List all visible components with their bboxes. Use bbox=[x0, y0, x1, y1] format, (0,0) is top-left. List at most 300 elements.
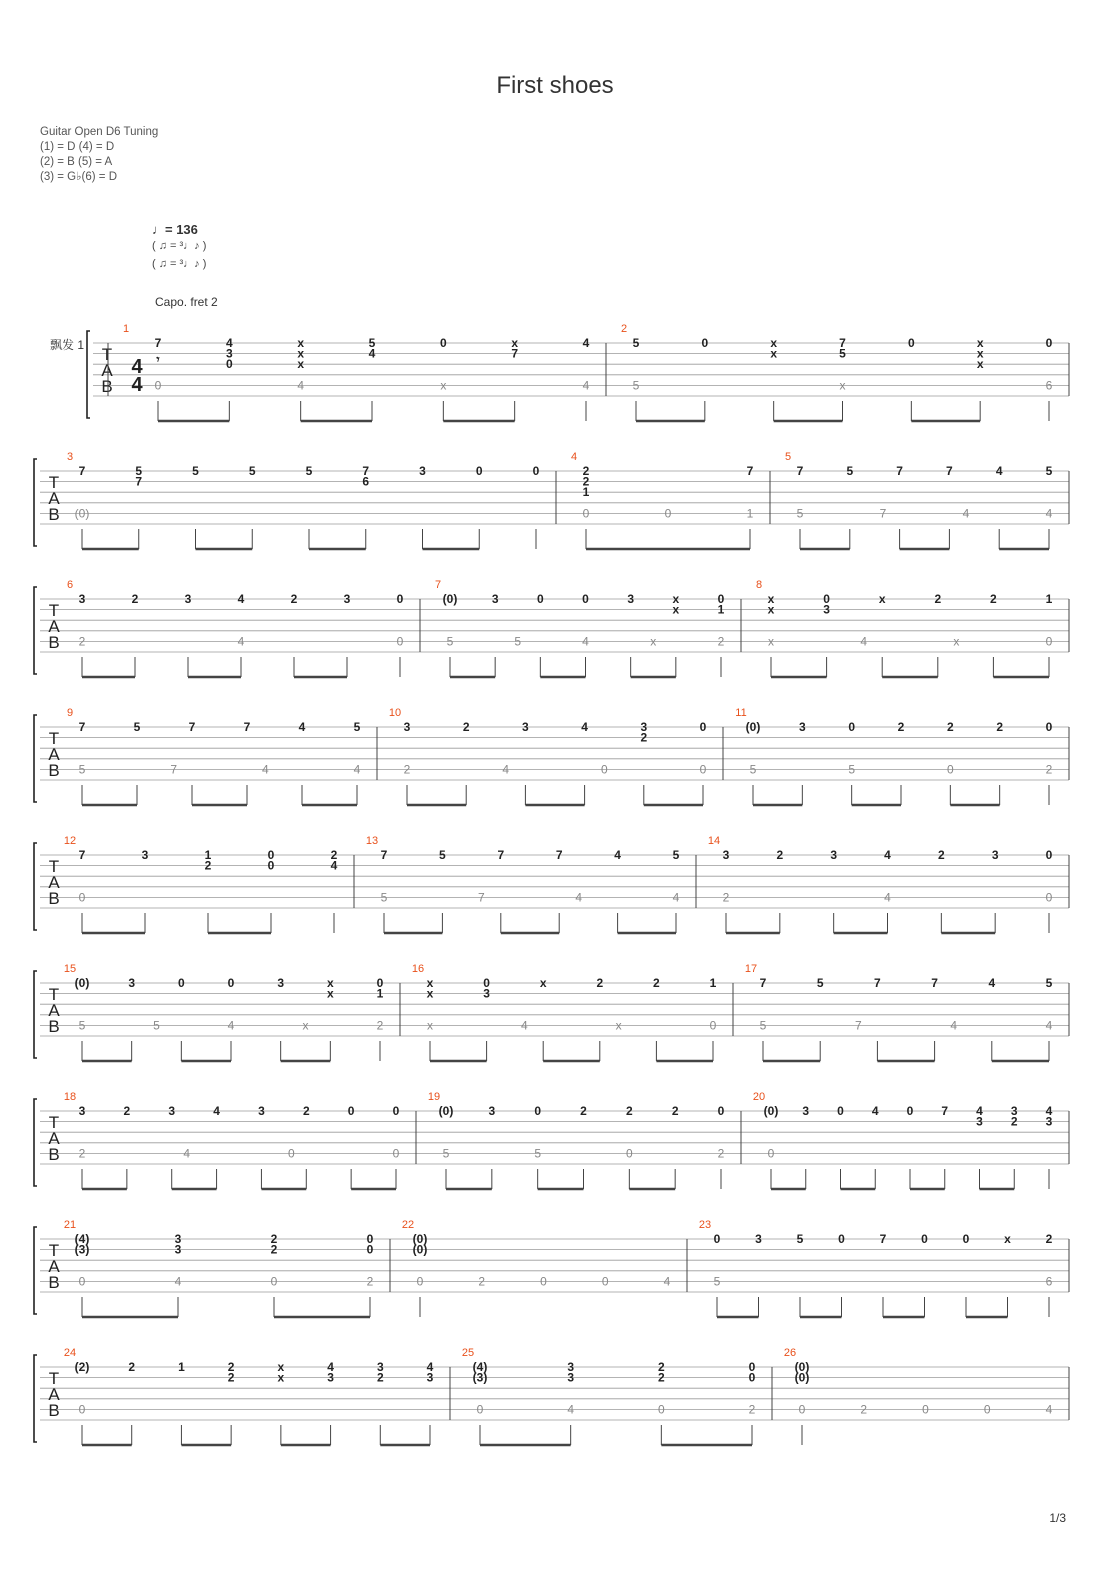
fret-number: 2 bbox=[657, 1360, 665, 1374]
bass-fret-number: 4 bbox=[237, 634, 245, 649]
fret-number: 0 bbox=[748, 1370, 756, 1385]
fret-number: 5 bbox=[839, 346, 846, 361]
fret-number: 2 bbox=[640, 730, 648, 745]
fret-number: 0 bbox=[701, 336, 709, 350]
bass-fret-number: 0 bbox=[78, 1274, 86, 1289]
fret-number: 2 bbox=[227, 1360, 235, 1374]
tab-clef-letter: A bbox=[48, 1257, 60, 1276]
track-name: 飘发 1 bbox=[50, 338, 85, 352]
bass-fret-number: 0 bbox=[664, 506, 672, 521]
measure-number: 14 bbox=[707, 835, 721, 847]
measure-number: 21 bbox=[63, 1219, 77, 1231]
fret-number: 5 bbox=[135, 464, 143, 478]
bass-fret-number: 4 bbox=[582, 634, 589, 649]
fret-number: 2 bbox=[123, 1104, 131, 1118]
measure-number: 8 bbox=[755, 579, 763, 591]
fret-number: 5 bbox=[672, 848, 680, 862]
fret-number: (0) bbox=[412, 1242, 428, 1257]
fret-number: (2) bbox=[74, 1360, 90, 1374]
measure-number: 18 bbox=[63, 1091, 77, 1103]
fret-number: 3 bbox=[1045, 1114, 1053, 1129]
fret-number: 7 bbox=[188, 720, 196, 734]
bass-fret-number: 0 bbox=[476, 1402, 484, 1417]
measure-number: 24 bbox=[63, 1347, 77, 1359]
fret-number: 0 bbox=[376, 976, 384, 990]
fret-number: 3 bbox=[343, 592, 351, 606]
fret-number: (0) bbox=[74, 976, 90, 990]
fret-number: x bbox=[297, 346, 305, 361]
bass-fret-number: 2 bbox=[403, 762, 411, 777]
fret-number: 2 bbox=[625, 1104, 633, 1118]
fret-number: 3 bbox=[78, 592, 86, 606]
bass-fret-number: 2 bbox=[376, 1018, 384, 1033]
bass-fret-number: 5 bbox=[534, 1146, 542, 1161]
system-bracket bbox=[34, 715, 37, 802]
bass-fret-number: 0 bbox=[1045, 890, 1053, 905]
bass-fret-number: 4 bbox=[860, 634, 868, 649]
fret-number: 0 bbox=[267, 848, 275, 862]
tab-clef-letter: T bbox=[48, 857, 60, 876]
fret-number: 3 bbox=[802, 1104, 810, 1118]
fret-number: 4 bbox=[581, 720, 588, 734]
time-signature-top: 4 bbox=[131, 356, 143, 378]
fret-number: 5 bbox=[1045, 464, 1053, 478]
fret-number: 1 bbox=[376, 986, 384, 1001]
bass-fret-number: x bbox=[427, 1018, 433, 1033]
measure-number: 23 bbox=[698, 1219, 712, 1231]
fret-number: 2 bbox=[897, 720, 905, 734]
fret-number: 3 bbox=[755, 1232, 762, 1246]
fret-number: 1 bbox=[582, 485, 590, 500]
fret-number: 2 bbox=[376, 1370, 384, 1385]
fret-number: 2 bbox=[990, 592, 997, 606]
fret-number: 5 bbox=[353, 720, 361, 734]
time-signature-bottom: 4 bbox=[131, 374, 143, 396]
fret-number: x bbox=[976, 346, 984, 361]
fret-number: 3 bbox=[174, 1232, 182, 1246]
fret-number: 0 bbox=[907, 336, 915, 350]
fret-number: 7 bbox=[154, 336, 162, 350]
fret-number: 3 bbox=[830, 848, 838, 862]
fret-number: 1 bbox=[717, 602, 725, 617]
fret-number: 4 bbox=[426, 1360, 434, 1374]
bass-fret-number: 5 bbox=[749, 762, 757, 777]
fret-number: x bbox=[767, 602, 775, 617]
measure-number: 20 bbox=[752, 1091, 766, 1103]
fret-number: 2 bbox=[580, 1104, 587, 1118]
bass-fret-number: 2 bbox=[717, 1146, 725, 1161]
fret-number: 5 bbox=[846, 464, 854, 478]
bass-fret-number: x bbox=[440, 378, 447, 393]
fret-number: 0 bbox=[366, 1242, 374, 1257]
fret-number: 4 bbox=[298, 720, 306, 734]
fret-number: 3 bbox=[491, 592, 499, 606]
fret-number: 2 bbox=[1045, 1232, 1053, 1246]
fret-number: (0) bbox=[745, 720, 761, 734]
fret-number: 3 bbox=[376, 1360, 384, 1374]
fret-number: (0) bbox=[794, 1360, 810, 1374]
measure-number: 7 bbox=[434, 579, 442, 591]
bass-fret-number: 4 bbox=[353, 762, 361, 777]
fret-number: 3 bbox=[1010, 1104, 1018, 1118]
bass-fret-number: 4 bbox=[884, 890, 891, 905]
tab-clef-letter: B bbox=[101, 377, 113, 396]
tab-clef-letter: T bbox=[48, 985, 60, 1004]
bass-fret-number: 0 bbox=[709, 1018, 717, 1033]
tab-clef-letter: B bbox=[48, 505, 60, 524]
bass-fret-number: 4 bbox=[950, 1018, 958, 1033]
fret-number: 1 bbox=[709, 976, 717, 990]
fret-number: (0) bbox=[763, 1104, 779, 1118]
bass-fret-number: 4 bbox=[520, 1018, 528, 1033]
fret-number: (3) bbox=[472, 1370, 488, 1385]
system-bracket bbox=[34, 971, 37, 1058]
fret-number: x bbox=[976, 336, 984, 350]
tab-clef-letter: B bbox=[48, 889, 60, 908]
fret-number: 2 bbox=[302, 1104, 310, 1118]
tempo-value: = 136 bbox=[165, 222, 198, 237]
score-title: First shoes bbox=[496, 72, 614, 99]
fret-number: (4) bbox=[472, 1360, 488, 1374]
fret-number: 0 bbox=[347, 1104, 355, 1118]
fret-number: 5 bbox=[248, 464, 256, 478]
fret-number: 3 bbox=[823, 602, 830, 617]
fret-number: 4 bbox=[1045, 1104, 1053, 1118]
fret-number: 0 bbox=[838, 1232, 845, 1246]
fret-number: 7 bbox=[896, 464, 903, 478]
fret-number: x bbox=[770, 346, 778, 361]
fret-number: 0 bbox=[225, 357, 233, 372]
fret-number: 0 bbox=[837, 1104, 844, 1118]
fret-number: 0 bbox=[439, 336, 447, 350]
fret-number: 7 bbox=[380, 848, 388, 862]
fret-number: 7 bbox=[78, 720, 86, 734]
fret-number: 2 bbox=[946, 720, 954, 734]
fret-number: 5 bbox=[192, 464, 199, 478]
bass-fret-number: x bbox=[768, 634, 774, 649]
bass-fret-number: 0 bbox=[625, 1146, 633, 1161]
bass-fret-number: 5 bbox=[442, 1146, 450, 1161]
tab-clef-letter: A bbox=[48, 1001, 60, 1020]
fret-number: 7 bbox=[839, 336, 846, 350]
tab-clef-letter: A bbox=[48, 745, 60, 764]
fret-number: x bbox=[672, 602, 680, 617]
fret-number: 3 bbox=[419, 464, 426, 478]
measure-number: 26 bbox=[783, 1347, 797, 1359]
bass-fret-number: 4 bbox=[1045, 1018, 1053, 1033]
measure-number: 17 bbox=[744, 963, 758, 975]
fret-number: 0 bbox=[748, 1360, 756, 1374]
fret-number: 3 bbox=[168, 1104, 176, 1118]
fret-number: 1 bbox=[204, 848, 212, 862]
bass-fret-number: 6 bbox=[1045, 378, 1053, 393]
fret-number: 2 bbox=[582, 464, 590, 478]
measure-number: 25 bbox=[461, 1347, 475, 1359]
fret-number: 4 bbox=[976, 1104, 983, 1118]
bass-fret-number: 4 bbox=[582, 378, 590, 393]
fret-number: x bbox=[878, 592, 886, 606]
bass-fret-number: x bbox=[650, 634, 657, 649]
fret-number: 2 bbox=[582, 474, 590, 489]
fret-number: 2 bbox=[128, 1360, 136, 1374]
tab-clef-letter: T bbox=[48, 1369, 60, 1388]
measure-number: 6 bbox=[66, 579, 74, 591]
fret-number: (0) bbox=[794, 1370, 810, 1385]
tuning-title: Guitar Open D6 Tuning bbox=[40, 126, 159, 138]
measure-number: 15 bbox=[63, 963, 77, 975]
fret-number: 7 bbox=[555, 848, 563, 862]
fret-number: 3 bbox=[327, 1370, 334, 1385]
fret-number: 0 bbox=[483, 976, 490, 990]
fret-number: 0 bbox=[848, 720, 856, 734]
fret-number: 3 bbox=[258, 1104, 265, 1118]
fret-number: x bbox=[767, 592, 775, 606]
bass-fret-number: 4 bbox=[663, 1274, 671, 1289]
page-number: 1/3 bbox=[1049, 1511, 1066, 1525]
fret-number: 2 bbox=[290, 592, 298, 606]
bass-fret-number: 0 bbox=[287, 1146, 295, 1161]
fret-number: 0 bbox=[906, 1104, 914, 1118]
measure-number: 22 bbox=[401, 1219, 415, 1231]
fret-number: (0) bbox=[438, 1104, 454, 1118]
fret-number: 7 bbox=[78, 848, 86, 862]
bass-fret-number: x bbox=[839, 378, 846, 393]
fret-number: 4 bbox=[368, 346, 376, 361]
bass-fret-number: 1 bbox=[746, 506, 754, 521]
fret-number: x bbox=[326, 986, 334, 1001]
bass-fret-number: 0 bbox=[946, 762, 954, 777]
fret-number: 3 bbox=[567, 1360, 575, 1374]
fret-number: 3 bbox=[141, 848, 149, 862]
fret-number: x bbox=[511, 336, 519, 350]
fret-number: 4 bbox=[582, 336, 590, 350]
fret-number: 0 bbox=[717, 1104, 725, 1118]
bass-fret-number: 0 bbox=[922, 1402, 929, 1417]
swing-indication: ( ♫ = ³♩♪ ) bbox=[152, 258, 207, 270]
fret-number: 7 bbox=[362, 464, 370, 478]
fret-number: 7 bbox=[759, 976, 767, 990]
fret-number: x bbox=[277, 1370, 285, 1385]
bass-fret-number: 5 bbox=[848, 762, 856, 777]
fret-number: 7 bbox=[931, 976, 938, 990]
bass-fret-number: 2 bbox=[78, 1146, 86, 1161]
fret-number: 3 bbox=[522, 720, 529, 734]
system-bracket bbox=[34, 1355, 37, 1442]
fret-number: 6 bbox=[362, 474, 370, 489]
system-bracket bbox=[87, 331, 90, 418]
fret-number: 3 bbox=[976, 1114, 983, 1129]
bass-fret-number: 2 bbox=[722, 890, 730, 905]
fret-number: 7 bbox=[78, 464, 86, 478]
bass-fret-number: 7 bbox=[854, 1018, 862, 1033]
fret-number: 3 bbox=[640, 720, 648, 734]
fret-number: x bbox=[539, 976, 547, 990]
tab-clef-letter: A bbox=[48, 1385, 60, 1404]
fret-number: 4 bbox=[330, 858, 338, 873]
measure-number: 5 bbox=[784, 451, 792, 463]
fret-number: 0 bbox=[1045, 720, 1053, 734]
tab-clef-letter: T bbox=[48, 1113, 60, 1132]
fret-number: 4 bbox=[614, 848, 621, 862]
fret-number: x bbox=[770, 336, 778, 350]
fret-number: 2 bbox=[934, 592, 942, 606]
bass-fret-number: 2 bbox=[1045, 762, 1053, 777]
bass-fret-number: 0 bbox=[601, 1274, 609, 1289]
bass-fret-number: 2 bbox=[748, 1402, 756, 1417]
fret-number: 7 bbox=[796, 464, 804, 478]
fret-number: 0 bbox=[366, 1232, 374, 1246]
bass-fret-number: 0 bbox=[270, 1274, 278, 1289]
fret-number: 7 bbox=[946, 464, 953, 478]
fret-number: 0 bbox=[713, 1232, 721, 1246]
measure-number: 12 bbox=[63, 835, 77, 847]
bass-fret-number: 4 bbox=[261, 762, 269, 777]
bass-fret-number: 4 bbox=[672, 890, 680, 905]
fret-number: 3 bbox=[426, 1370, 434, 1385]
fret-number: (3) bbox=[74, 1242, 90, 1257]
rest-symbol: 𝄾 bbox=[156, 352, 160, 367]
bass-fret-number: 4 bbox=[1045, 1402, 1053, 1417]
bass-fret-number: 4 bbox=[567, 1402, 575, 1417]
fret-number: 0 bbox=[475, 464, 483, 478]
system-bracket bbox=[34, 1227, 37, 1314]
bass-fret-number: 0 bbox=[396, 634, 404, 649]
fret-number: 5 bbox=[439, 848, 446, 862]
bass-fret-number: 5 bbox=[380, 890, 388, 905]
fret-number: 7 bbox=[243, 720, 251, 734]
fret-number: 3 bbox=[567, 1370, 575, 1385]
measure-number: 2 bbox=[620, 323, 628, 335]
fret-number: 4 bbox=[884, 848, 891, 862]
bass-fret-number: 7 bbox=[170, 762, 178, 777]
fret-number: 7 bbox=[941, 1104, 949, 1118]
tuning-line: (1) = D (4) = D bbox=[40, 141, 115, 153]
fret-number: 0 bbox=[1045, 848, 1053, 862]
fret-number: 2 bbox=[462, 720, 470, 734]
bass-fret-number: 2 bbox=[478, 1274, 486, 1289]
fret-number: 2 bbox=[653, 976, 660, 990]
bass-fret-number: 4 bbox=[174, 1274, 182, 1289]
tab-clef-letter: T bbox=[48, 1241, 60, 1260]
fret-number: 0 bbox=[227, 976, 235, 990]
tab-clef-letter: A bbox=[48, 489, 60, 508]
bass-fret-number: 2 bbox=[366, 1274, 374, 1289]
tab-clef-letter: B bbox=[48, 1273, 60, 1292]
measure-number: 4 bbox=[570, 451, 578, 463]
fret-number: 0 bbox=[392, 1104, 400, 1118]
measure-number: 13 bbox=[365, 835, 379, 847]
tab-clef-letter: B bbox=[48, 1145, 60, 1164]
fret-number: 7 bbox=[874, 976, 881, 990]
fret-number: x bbox=[1004, 1232, 1011, 1246]
fret-number: 5 bbox=[632, 336, 640, 350]
fret-number: 2 bbox=[596, 976, 604, 990]
bass-fret-number: 5 bbox=[78, 762, 86, 777]
tab-clef-letter: B bbox=[48, 1017, 60, 1036]
tab-clef-letter: B bbox=[48, 1401, 60, 1420]
fret-number: (4) bbox=[74, 1232, 90, 1246]
fret-number: 2 bbox=[270, 1242, 278, 1257]
fret-number: 7 bbox=[511, 346, 519, 361]
bass-fret-number: 5 bbox=[796, 506, 804, 521]
bass-fret-number: 0 bbox=[540, 1274, 547, 1289]
fret-number: 5 bbox=[816, 976, 824, 990]
bass-fret-number: 4 bbox=[183, 1146, 191, 1161]
fret-number: 3 bbox=[277, 976, 285, 990]
fret-number: 0 bbox=[396, 592, 404, 606]
fret-number: 3 bbox=[78, 1104, 86, 1118]
tab-clef-letter: T bbox=[48, 601, 60, 620]
fret-number: 3 bbox=[488, 1104, 496, 1118]
fret-number: 0 bbox=[536, 592, 544, 606]
tuning-line: (3) = G♭(6) = D bbox=[40, 171, 117, 183]
fret-number: 2 bbox=[776, 848, 784, 862]
fret-number: (0) bbox=[442, 592, 458, 606]
fret-number: 2 bbox=[330, 848, 338, 862]
fret-number: x bbox=[277, 1360, 285, 1374]
fret-number: 4 bbox=[213, 1104, 220, 1118]
measure-number: 19 bbox=[427, 1091, 441, 1103]
fret-number: 7 bbox=[135, 474, 143, 489]
measure-number: 10 bbox=[388, 707, 402, 719]
fret-number: 2 bbox=[937, 848, 945, 862]
bass-fret-number: 0 bbox=[78, 1402, 86, 1417]
bass-fret-number: 5 bbox=[632, 378, 640, 393]
fret-number: 2 bbox=[996, 720, 1004, 734]
bass-fret-number: x bbox=[615, 1018, 622, 1033]
tuning-line: (2) = B (5) = A bbox=[40, 156, 113, 168]
capo-marking: Capo. fret 2 bbox=[155, 295, 218, 309]
bass-fret-number: 0 bbox=[1045, 634, 1053, 649]
fret-number: 5 bbox=[305, 464, 313, 478]
fret-number: 3 bbox=[403, 720, 411, 734]
tab-clef-letter: A bbox=[48, 1129, 60, 1148]
bass-fret-number: 5 bbox=[514, 634, 522, 649]
tab-clef-letter: A bbox=[48, 617, 60, 636]
fret-number: 3 bbox=[627, 592, 635, 606]
fret-number: 3 bbox=[483, 986, 490, 1001]
bass-fret-number: x bbox=[302, 1018, 309, 1033]
fret-number: 1 bbox=[1045, 592, 1053, 606]
bass-fret-number: (0) bbox=[74, 506, 90, 521]
bass-fret-number: 0 bbox=[983, 1402, 991, 1417]
bass-fret-number: 7 bbox=[879, 506, 887, 521]
fret-number: x bbox=[297, 336, 305, 350]
bass-fret-number: 2 bbox=[717, 634, 725, 649]
fret-number: 0 bbox=[823, 592, 830, 606]
fret-number: 0 bbox=[699, 720, 707, 734]
fret-number: 0 bbox=[532, 464, 540, 478]
fret-number: 2 bbox=[657, 1370, 665, 1385]
system-bracket bbox=[34, 843, 37, 930]
bass-fret-number: 4 bbox=[502, 762, 510, 777]
fret-number: 2 bbox=[270, 1232, 278, 1246]
bass-fret-number: 0 bbox=[767, 1146, 775, 1161]
bass-fret-number: 6 bbox=[1045, 1274, 1053, 1289]
fret-number: 2 bbox=[671, 1104, 679, 1118]
fret-number: 4 bbox=[237, 592, 245, 606]
measure-number: 11 bbox=[735, 707, 747, 719]
fret-number: 3 bbox=[991, 848, 999, 862]
bass-fret-number: 4 bbox=[962, 506, 970, 521]
fret-number: 0 bbox=[962, 1232, 970, 1246]
bass-fret-number: 5 bbox=[759, 1018, 767, 1033]
tab-clef-letter: A bbox=[48, 873, 60, 892]
bass-fret-number: 4 bbox=[227, 1018, 235, 1033]
measure-number: 3 bbox=[66, 451, 74, 463]
system-bracket bbox=[34, 1099, 37, 1186]
bass-fret-number: 4 bbox=[297, 378, 305, 393]
